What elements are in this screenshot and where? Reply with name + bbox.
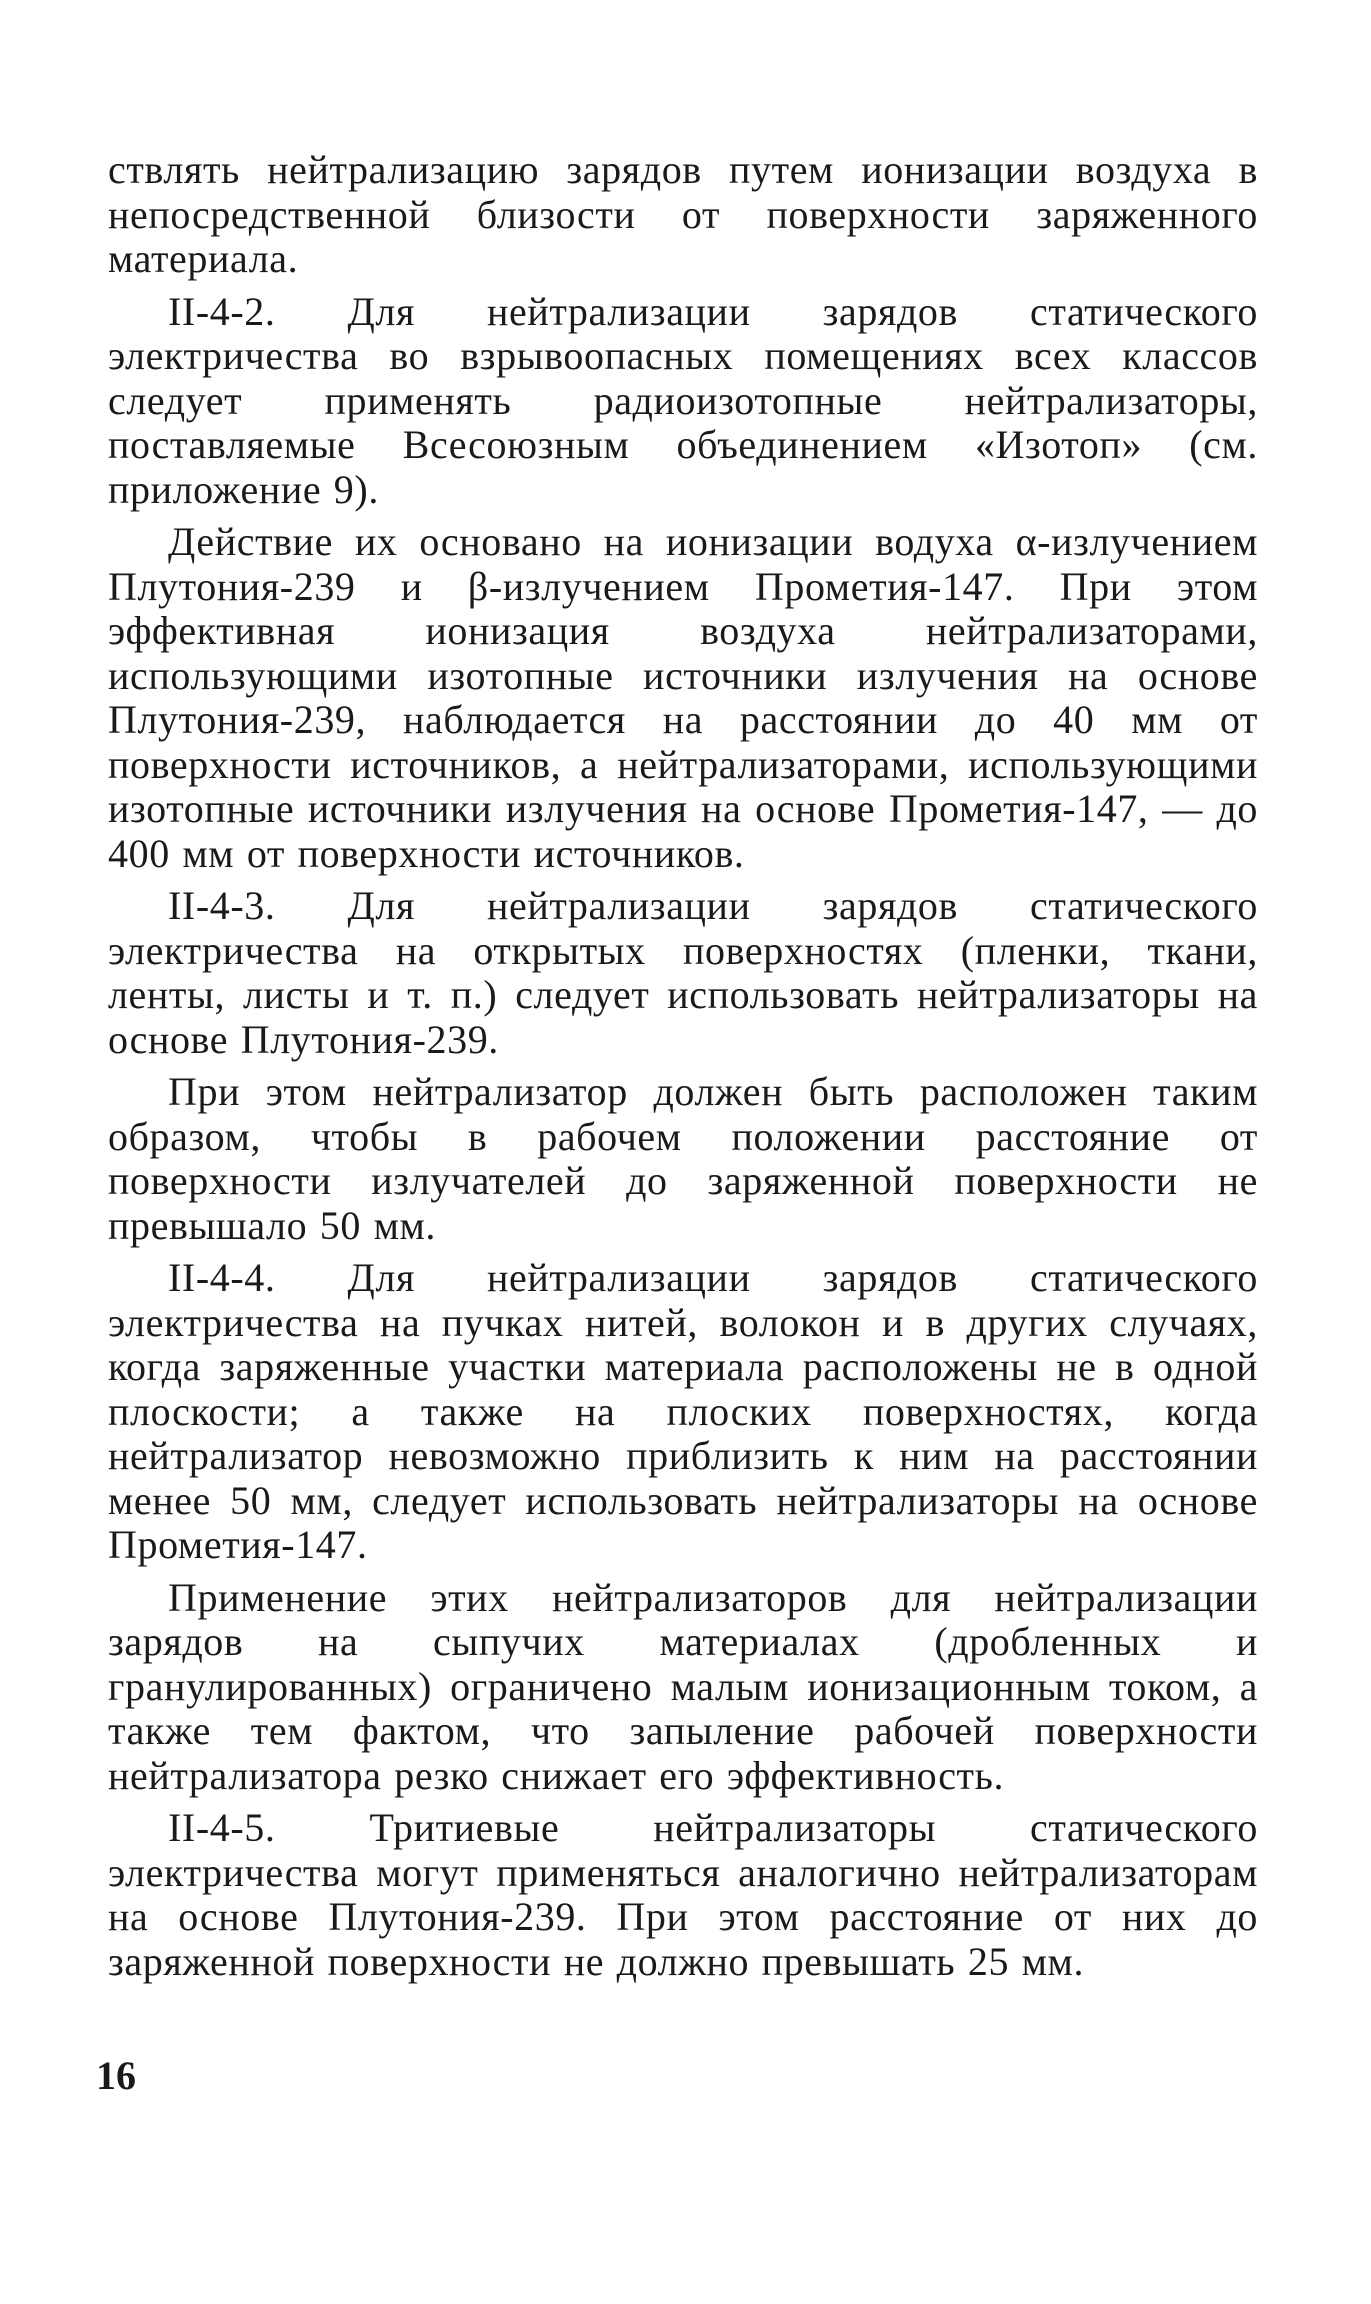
page-number: 16 <box>96 2053 136 2098</box>
paragraph-ii-4-4: II-4-4. Для нейтрализации зарядов статического электричества на пучках нитей, волокон и в других случаях, когда заряженные участки материала расположены не в одной плоскости; а также на плоских поверхностях, когда нейтрализатор невозможно приблизить к ним на расстоянии менее 50 мм, следует использовать нейтрализаторы на основе Прометия-147. <box>108 1255 1258 1567</box>
paragraph-placement: При этом нейтрализатор должен быть расположен таким образом, чтобы в рабочем положении расстояние от поверхности излучателей до заряженной поверхности не превышало 50 мм. <box>108 1069 1258 1248</box>
paragraph-continuation: ствлять нейтрализацию зарядов путем ионизации воздуха в непосредственной близости от поверхности заряженного материала. <box>108 147 1258 281</box>
paragraph-action: Действие их основано на ионизации водуха α-излучением Плутония-239 и β-излучением Прометия-147. При этом эффективная ионизация воздуха нейтрализаторами, использующими изотопные источники излучения на основе Плутония-239, наблюдается на расстоянии до 40 мм от поверхности источников, а нейтрализаторами, использующими изотопные источники излучения на основе Прометия-147, — до 400 мм от поверхности источников. <box>108 519 1258 876</box>
paragraph-ii-4-3: II-4-3. Для нейтрализации зарядов статического электричества на открытых поверхностях (пленки, ткани, ленты, листы и т. п.) следует использовать нейтрализаторы на основе Плутония-239. <box>108 883 1258 1062</box>
body-text <box>108 148 1258 1992</box>
paragraph-ii-4-5: II-4-5. Тритиевые нейтрализаторы статического электричества могут применяться аналогично нейтрализаторам на основе Плутония-239. При этом расстояние от них до заряженной поверхности не должно превышать 25 мм. <box>108 1805 1258 1984</box>
paragraph-ii-4-2: II-4-2. Для нейтрализации зарядов статического электричества во взрывоопасных помещениях всех классов следует применять радиоизотопные нейтрализаторы, поставляемые Всесоюзным объединением «Изотоп» (см. приложение 9). <box>108 288 1258 512</box>
paragraph-application: Применение этих нейтрализаторов для нейтрализации зарядов на сыпучих материалах (дробленных и гранулированных) ограничено малым ионизационным током, а также тем фактом, что запыление рабочей поверхности нейтрализатора резко снижает его эффективность. <box>108 1574 1258 1798</box>
